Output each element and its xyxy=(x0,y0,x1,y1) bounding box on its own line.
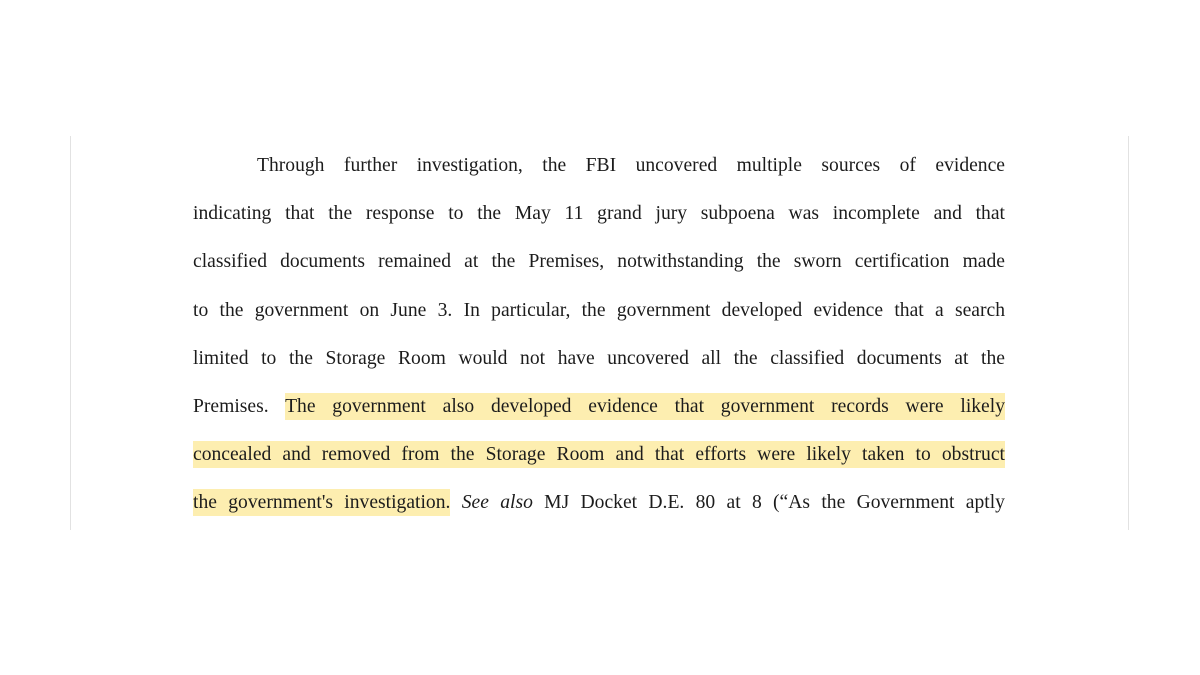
left-page-edge xyxy=(70,136,71,530)
line-8-citation-text: MJ Docket D.E. 80 at 8 (“As the Government aptly xyxy=(532,492,1005,514)
text-line-2 xyxy=(193,196,1005,244)
line-8-italic-signal: See also xyxy=(461,492,533,514)
text-line-7 xyxy=(193,437,1005,485)
line-2-text: indicating that the response to the May 11 grand jury subpoena was incomplete and that xyxy=(193,203,1005,225)
text-line-6 xyxy=(193,389,1005,437)
line-3-text: classified documents remained at the Premises, notwithstanding the sworn certification made xyxy=(193,251,1005,273)
line-4-text: to the government on June 3. In particular, the government developed evidence that a search xyxy=(193,299,1005,321)
text-line-1 xyxy=(193,148,1005,196)
body-paragraph xyxy=(193,148,1005,534)
text-line-5 xyxy=(193,341,1005,389)
line-8-highlighted-text: the government's investigation. xyxy=(193,489,450,516)
line-6-highlighted-text: The government also developed evidence that government records were likely xyxy=(285,393,1005,420)
right-page-edge xyxy=(1128,136,1129,530)
text-line-3 xyxy=(193,244,1005,292)
line-5-text: limited to the Storage Room would not have uncovered all the classified documents at the xyxy=(193,347,1005,369)
text-line-8 xyxy=(193,485,1005,533)
line-7-highlighted-text: concealed and removed from the Storage Room and that efforts were likely taken to obstruct xyxy=(193,441,1005,468)
text-line-4 xyxy=(193,293,1005,341)
line-6-plain-text: Premises. xyxy=(193,395,286,417)
line-1-text: Through further investigation, the FBI uncovered multiple sources of evidence xyxy=(257,155,1005,176)
